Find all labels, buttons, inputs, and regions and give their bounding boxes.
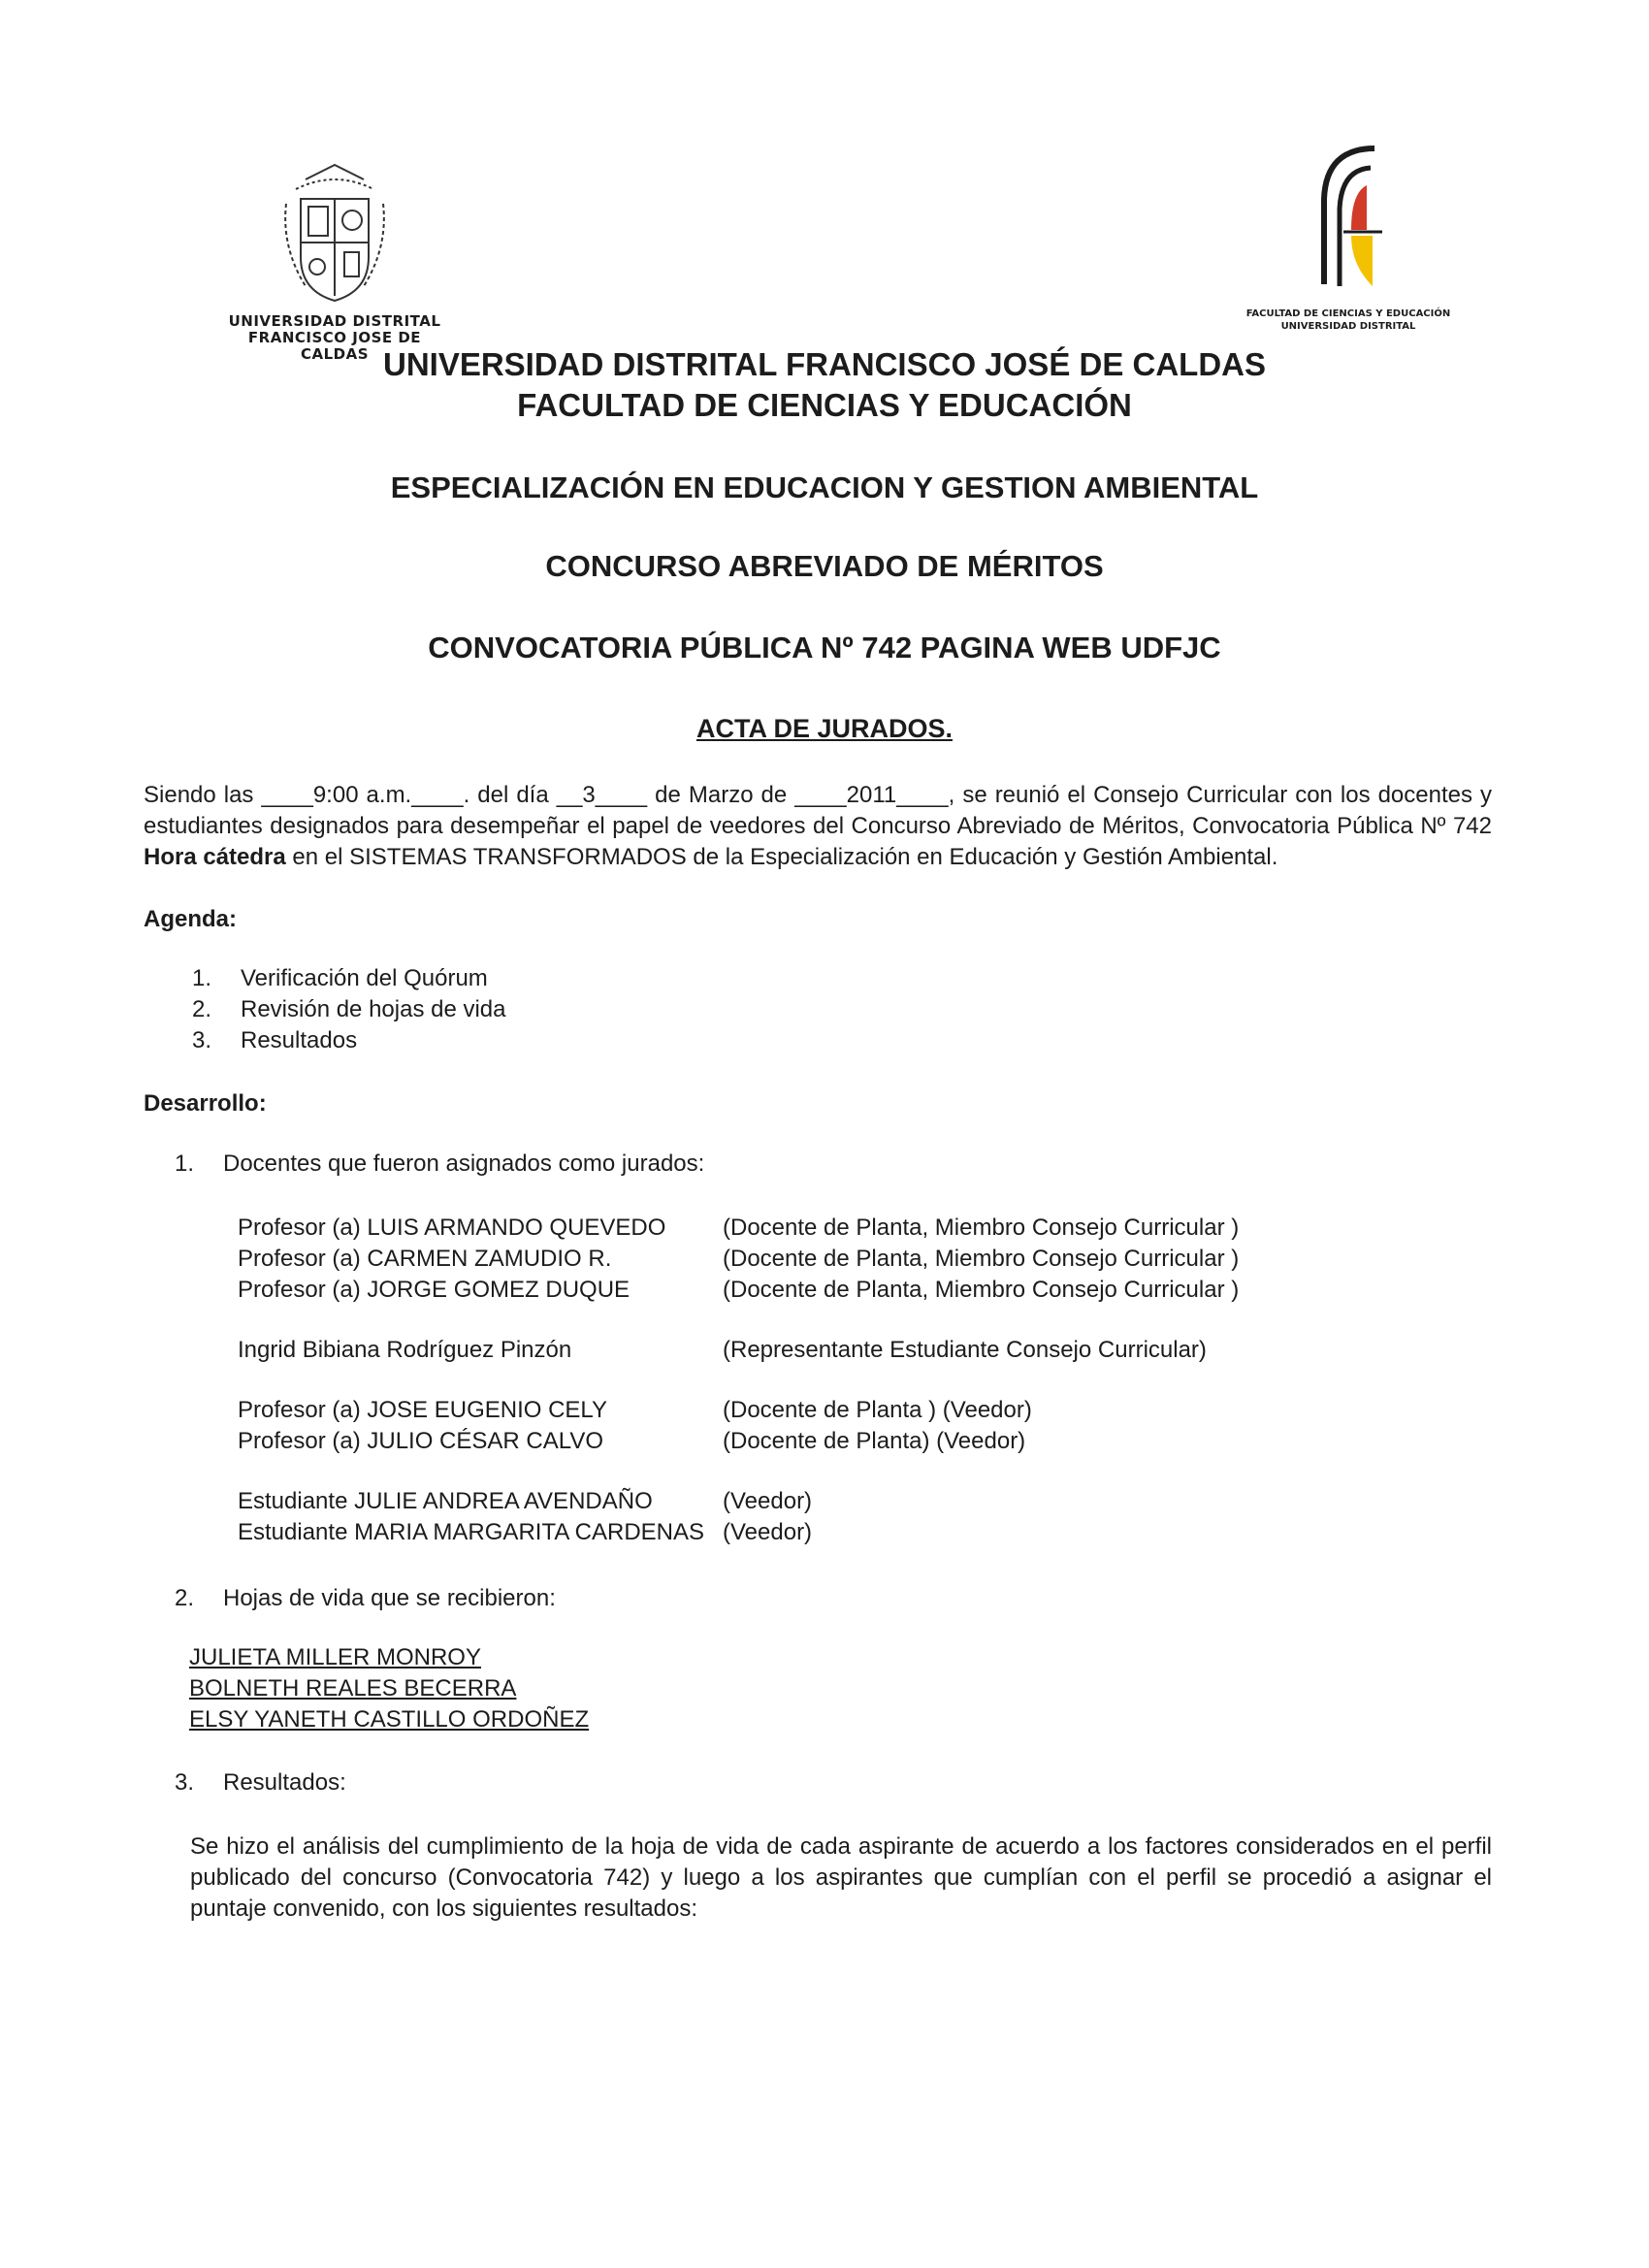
jury-role: (Docente de Planta) (Veedor) (723, 1428, 1026, 1454)
faculty-logo (1232, 141, 1465, 333)
intro-bold-text: Hora cátedra (144, 844, 286, 870)
jury-row (238, 1244, 1305, 1275)
intro-text-1: Siendo las (144, 782, 262, 808)
desarrollo-item-3 (175, 1767, 346, 1798)
jury-row (238, 1213, 1305, 1244)
university-coat-of-arms-icon (276, 160, 393, 306)
intro-text-4: , se reunió el Consejo Curricular con los docentes y estudiantes designados para desempeñar el papel de veedores del Concurso Abreviado de Méritos, Convocatoria Pública Nº 742 (144, 782, 1493, 839)
list-text: Verificación del Quórum (241, 965, 488, 991)
university-logo (218, 160, 451, 363)
call-title: CONVOCATORIA PÚBLICA Nº 742 PAGINA WEB UDFJC (428, 631, 1221, 664)
cv-list (189, 1642, 589, 1735)
right-logo-caption-2: UNIVERSIDAD DISTRITAL (1280, 321, 1416, 332)
list-text: Revisión de hojas de vida (241, 996, 506, 1022)
list-number: 3. (192, 1027, 212, 1053)
intro-text-5: en el SISTEMAS TRANSFORMADOS de la Especialización en Educación y Gestión Ambiental. (285, 844, 1278, 870)
jury-row (238, 1517, 1305, 1548)
title-block (0, 344, 1649, 426)
jury-list (238, 1213, 1305, 1548)
list-number: 1. (192, 965, 212, 991)
jury-role: (Docente de Planta, Miembro Consejo Curricular ) (723, 1215, 1240, 1241)
cv-name: JULIETA MILLER MONROY (189, 1644, 481, 1670)
list-number: 2. (192, 996, 212, 1022)
jury-row (238, 1335, 1305, 1366)
jury-name: Profesor (a) LUIS ARMANDO QUEVEDO (238, 1215, 666, 1241)
intro-paragraph (144, 780, 1492, 873)
jury-name: Profesor (a) CARMEN ZAMUDIO R. (238, 1246, 612, 1272)
list-text: Docentes que fueron asignados como jurados: (223, 1150, 705, 1177)
jury-name: Estudiante MARIA MARGARITA CARDENAS (238, 1519, 705, 1545)
desarrollo-item-2 (175, 1583, 556, 1614)
list-item (192, 1025, 506, 1056)
contest-title: CONCURSO ABREVIADO DE MÉRITOS (545, 549, 1104, 583)
meeting-day: __3____ (556, 782, 648, 808)
program-title: ESPECIALIZACIÓN EN EDUCACION Y GESTION AMBIENTAL (390, 470, 1259, 504)
university-title: UNIVERSIDAD DISTRITAL FRANCISCO JOSÉ DE CALDAS (382, 346, 1266, 382)
left-logo-caption-1: UNIVERSIDAD DISTRITAL (228, 312, 441, 330)
jury-name: Profesor (a) JORGE GOMEZ DUQUE (238, 1277, 630, 1303)
left-logo-caption-2: FRANCISCO JOSE DE CALDAS (247, 329, 422, 363)
list-number: 1. (175, 1150, 195, 1177)
results-paragraph: Se hizo el análisis del cumplimiento de la hoja de vida de cada aspirante de acuerdo a los factores considerados en el perfil publicado del concurso (Convocatoria 742) y luego a los aspirantes que cumplían con el perfil se procedió a asignar el puntaje convenido, con los siguientes resultados: (190, 1833, 1492, 1922)
agenda-label: Agenda: (144, 906, 237, 932)
jury-role: (Docente de Planta, Miembro Consejo Curricular ) (723, 1277, 1240, 1303)
jury-name: Estudiante JULIE ANDREA AVENDAÑO (238, 1488, 653, 1514)
meeting-time: ____9:00 a.m.____ (261, 782, 464, 808)
list-text: Resultados: (223, 1769, 346, 1796)
jury-name: Profesor (a) JOSE EUGENIO CELY (238, 1397, 607, 1423)
list-text: Hojas de vida que se recibieron: (223, 1585, 556, 1611)
jury-role: (Docente de Planta, Miembro Consejo Curricular ) (723, 1246, 1240, 1272)
cv-name: ELSY YANETH CASTILLO ORDOÑEZ (189, 1706, 590, 1733)
list-number: 2. (175, 1585, 195, 1611)
desarrollo-item-1 (175, 1149, 704, 1180)
intro-text-3: de Marzo de (647, 782, 795, 808)
jury-role: (Veedor) (723, 1488, 813, 1514)
jury-row (238, 1275, 1305, 1306)
desarrollo-label: Desarrollo: (144, 1090, 267, 1117)
jury-row (238, 1395, 1305, 1426)
faculty-title: FACULTAD DE CIENCIAS Y EDUCACIÓN (517, 387, 1132, 423)
jury-name: Profesor (a) JULIO CÉSAR CALVO (238, 1428, 603, 1454)
cv-name: BOLNETH REALES BECERRA (189, 1675, 517, 1701)
list-item (192, 963, 506, 994)
list-number: 3. (175, 1769, 195, 1796)
jury-role: (Docente de Planta ) (Veedor) (723, 1397, 1032, 1423)
list-text: Resultados (241, 1027, 358, 1053)
agenda-list (192, 963, 506, 1056)
act-title: ACTA DE JURADOS. (695, 714, 953, 743)
jury-name: Ingrid Bibiana Rodríguez Pinzón (238, 1337, 572, 1363)
jury-role: (Veedor) (723, 1519, 813, 1545)
jury-row (238, 1486, 1305, 1517)
jury-row (238, 1426, 1305, 1457)
right-logo-caption-1: FACULTAD DE CIENCIAS Y EDUCACIÓN (1245, 308, 1451, 319)
faculty-emblem-icon (1305, 141, 1392, 296)
list-item (192, 994, 506, 1025)
jury-role: (Representante Estudiante Consejo Curricular) (723, 1337, 1207, 1363)
intro-text-2: . del día (463, 782, 557, 808)
meeting-year: ____2011____ (794, 782, 949, 808)
